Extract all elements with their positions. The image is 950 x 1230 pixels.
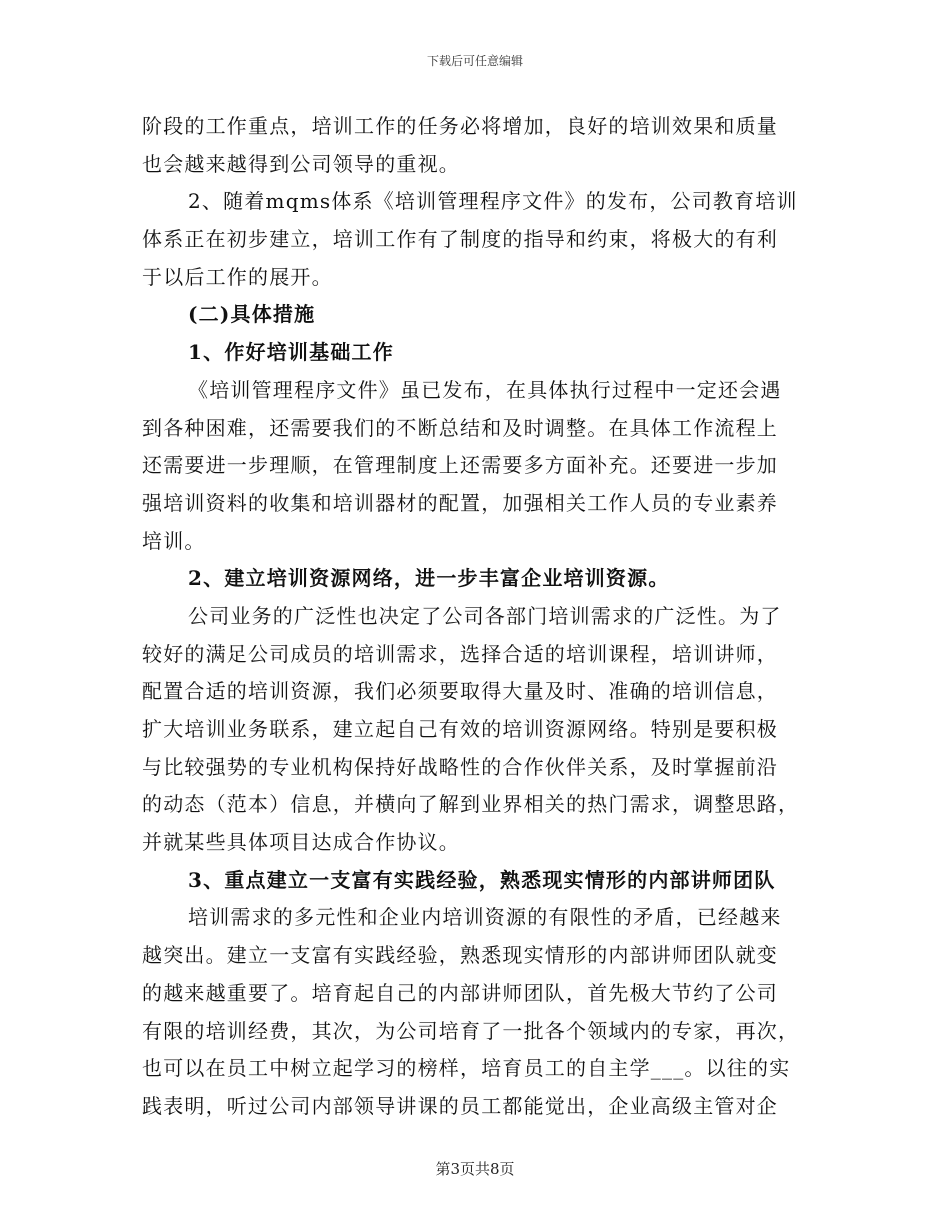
page-footer: 第3页共8页 [435, 1160, 515, 1178]
paragraph-line: 越突出。建立一支富有实践经验，熟悉现实情形的内部讲师团队就变 [142, 943, 778, 968]
paragraph-line: 践表明，听过公司内部领导讲课的员工都能觉出，企业高级主管对企 [142, 1093, 778, 1118]
document-body [142, 108, 812, 1126]
paragraph-line: 于以后工作的展开。 [142, 264, 333, 289]
paragraph-line: 阶段的工作重点，培训工作的任务必将增加，良好的培训效果和质量 [142, 114, 778, 138]
paragraph-line: 较好的满足公司成员的培训需求，选择合适的培训课程，培训讲师， [142, 641, 778, 666]
paragraph-line: 到各种困难，还需要我们的不断总结和及时调整。在具体工作流程上 [142, 415, 778, 440]
section-heading-line: (二)具体措施 [188, 302, 316, 327]
paragraph-line: 强培训资料的收集和培训器材的配置，加强相关工作人员的专业素养 [142, 490, 778, 515]
paragraph-line: 也会越来越得到公司领导的重视。 [142, 151, 460, 176]
paragraph-line: 2、随着mqms体系《培训管理程序文件》的发布，公司教育培训 [188, 189, 798, 214]
paragraph-line: 有限的培训经费，其次，为公司培育了一批各个领域内的专家，再次， [142, 1018, 800, 1043]
paragraph-line: 也可以在员工中树立起学习的榜样，培育员工的自主学___。以往的实 [142, 1056, 791, 1081]
paragraph-line: 培训。 [142, 528, 206, 553]
paragraph-line: 体系正在初步建立，培训工作有了制度的指导和约束，将极大的有利 [142, 227, 778, 252]
section-heading-line: 2、建立培训资源网络，进一步丰富企业培训资源。 [188, 566, 670, 591]
paragraph-line: 并就某些具体项目达成合作协议。 [142, 830, 460, 855]
paragraph-line: 还需要进一步理顺，在管理制度上还需要多方面补充。还要进一步加 [142, 453, 778, 478]
section-heading-line: 3、重点建立一支富有实践经验，熟悉现实情形的内部讲师团队 [188, 867, 776, 892]
paragraph-line: 扩大培训业务联系，建立起自己有效的培训资源网络。特别是要积极 [142, 717, 778, 741]
paragraph-line: 配置合适的培训资源，我们必须要取得大量及时、准确的培训信息， [142, 679, 778, 704]
paragraph-line: 《培训管理程序文件》虽已发布，在具体执行过程中一定还会遇 [188, 377, 782, 402]
paragraph-line: 与比较强势的专业机构保持好战略性的合作伙伴关系，及时掌握前沿 [142, 754, 778, 779]
paragraph-line: 公司业务的广泛性也决定了公司各部门培训需求的广泛性。为了 [188, 603, 782, 628]
section-heading-line: 1、作好培训基础工作 [188, 340, 394, 365]
paragraph-line: 的越来越重要了。培育起自己的内部讲师团队，首先极大节约了公司 [142, 980, 778, 1005]
paragraph-line: 培训需求的多元性和企业内培训资源的有限性的矛盾，已经越来 [188, 905, 782, 930]
paragraph-line: 的动态（范本）信息，并横向了解到业界相关的热门需求，调整思路， [142, 792, 800, 817]
page-header: 下载后可任意编辑 [426, 54, 523, 68]
